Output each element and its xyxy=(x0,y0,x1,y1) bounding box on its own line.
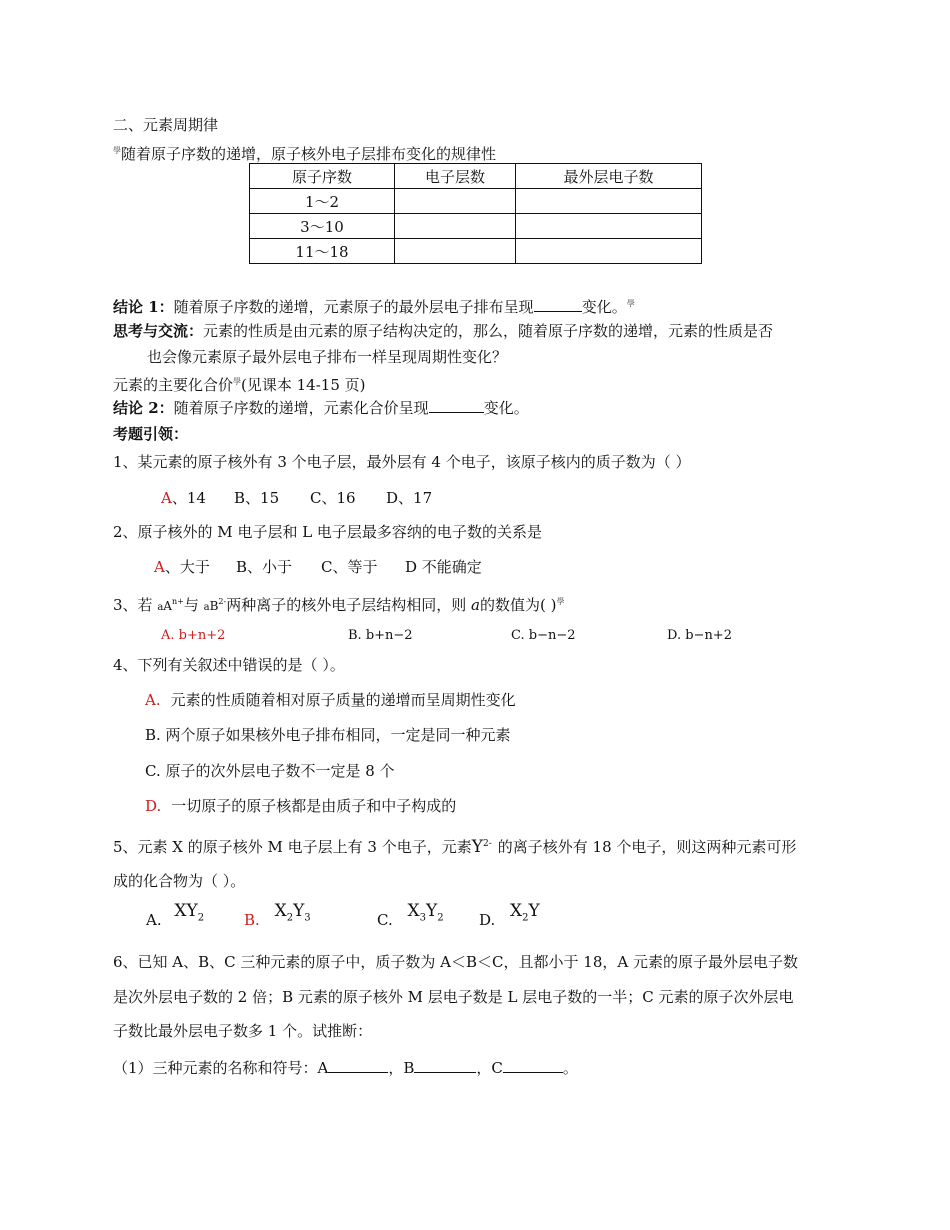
table-cell xyxy=(395,239,516,264)
formula-sub: 3 xyxy=(304,912,311,924)
conclusion-1-tail: 变化。 xyxy=(581,298,627,316)
table-cell xyxy=(516,189,702,214)
formula-sub: 2 xyxy=(286,912,294,924)
think-text-1: 元素的性质是由元素的原子结构决定的，那么，随着原子序数的递增，元素的性质是否 xyxy=(203,322,774,340)
valence-ref: (见课本 14-15 页) xyxy=(241,376,366,394)
q3-tail: 的数值为( ) xyxy=(479,596,557,614)
q2-option-a[interactable] xyxy=(154,557,210,577)
q5-ion-charge: 2- xyxy=(482,839,492,849)
table-cell xyxy=(516,214,702,239)
answer-blank-a[interactable] xyxy=(328,1058,388,1073)
q4-option-c[interactable]: C. 原子的次外层电子数不一定是 8 个 xyxy=(145,762,395,780)
q4-option-d-letter: D. xyxy=(145,797,162,815)
q3-and: 与 xyxy=(183,596,199,614)
conclusion-2-text: 随着原子序数的递增，元素化合价呈现 xyxy=(173,399,429,417)
intro-text: 随着原子序数的递增，原子核外电子层排布变化的规律性 xyxy=(121,145,497,163)
q6-line-2: 是次外层电子数的 2 倍；B 元素的原子核外 M 层电子数是 L 层电子数的一半；C 元素的原子次外层电 xyxy=(113,988,794,1006)
formula-part: X xyxy=(274,901,287,921)
section-intro xyxy=(113,141,496,164)
table-row xyxy=(250,239,702,264)
q1-option-d[interactable]: D、17 xyxy=(386,489,433,507)
q1-option-a-text: 、14 xyxy=(171,489,206,507)
q5-option-d[interactable] xyxy=(479,901,540,937)
q6-sub-1-c: ，C xyxy=(476,1059,503,1077)
q1-stem: 1、某元素的原子核外有 3 个电子层，最外层有 4 个电子，该原子核内的质子数为（ ） xyxy=(113,453,691,471)
conclusion-2 xyxy=(113,398,529,418)
formula-sub: 3 xyxy=(419,912,426,924)
formula-sub: 2 xyxy=(522,912,529,924)
q2-option-b[interactable]: B、小于 xyxy=(236,558,293,576)
q4-stem: 4、下列有关叙述中错误的是（ ）。 xyxy=(113,656,345,674)
q5-option-a[interactable] xyxy=(146,901,205,937)
table-header-row xyxy=(250,164,702,189)
q3-option-a[interactable]: A. b+n+2 xyxy=(161,628,226,643)
table-cell xyxy=(395,189,516,214)
q5-option-c[interactable] xyxy=(377,901,444,937)
q4-option-d[interactable] xyxy=(145,796,456,816)
conclusion-2-label: 结论 2： xyxy=(113,399,174,417)
think-line-2: 也会像元素原子最外层电子排布一样呈现周期性变化？ xyxy=(147,348,508,366)
q3-symbol-b: a xyxy=(203,602,210,613)
q6-line-1: 6、已知 A、B、C 三种元素的原子中，质子数为 A＜B＜C，且都小于 18，A 元素的原子最外层电子数 xyxy=(113,953,798,971)
q6-sub-1 xyxy=(113,1058,578,1078)
q5-option-c-formula xyxy=(407,901,444,924)
formula-sub: 2 xyxy=(197,912,205,924)
section-title: 二、元素周期律 xyxy=(113,116,219,134)
valence-text: 元素的主要化合价 xyxy=(113,376,234,394)
formula-part: Y xyxy=(528,901,540,921)
q3-ion-b: B xyxy=(209,599,219,613)
think-label: 思考与交流： xyxy=(113,322,204,340)
q5-ion: Y xyxy=(471,837,483,857)
q2-option-a-text: 、大于 xyxy=(164,558,210,576)
formula-part: XY xyxy=(174,901,198,921)
q1-option-a-letter: A xyxy=(161,489,172,507)
q3-ion-a-charge: n+ xyxy=(171,597,184,606)
q3-var-a: a xyxy=(471,596,480,614)
think-line-1 xyxy=(113,321,773,341)
q2-option-a-letter: A xyxy=(154,558,165,576)
q5-option-d-formula xyxy=(510,901,540,924)
q4-option-b[interactable]: B. 两个原子如果核外电子排布相同，一定是同一种元素 xyxy=(145,726,511,744)
table-row xyxy=(250,189,702,214)
q3-mid: 两种离子的核外电子层结构相同，则 xyxy=(226,596,467,614)
table-header: 最外层电子数 xyxy=(516,164,702,189)
formula-part: X xyxy=(407,901,420,921)
q5-option-a-label: A. xyxy=(146,911,162,929)
q3-option-d[interactable]: D. b−n+2 xyxy=(667,628,732,643)
q3-stem xyxy=(113,592,564,618)
q5-stem-a: 5、元素 X 的原子核外 M 电子层上有 3 个电子，元素 xyxy=(113,838,472,856)
q5-option-b-formula xyxy=(274,901,311,924)
q5-stem-b: 的离子核外有 18 个电子，则这两种元素可形 xyxy=(497,838,797,856)
q4-option-d-text: 一切原子的原子核都是由质子和中子构成的 xyxy=(171,797,457,815)
q6-sub-1-a: （1）三种元素的名称和符号：A xyxy=(113,1059,329,1077)
formula-part: Y xyxy=(293,901,305,921)
watermark-mark: 學 xyxy=(626,299,635,308)
conclusion-1 xyxy=(113,294,635,317)
q3-ion-b-charge: 2- xyxy=(218,597,227,606)
q2-stem: 2、原子核外的 M 电子层和 L 电子层最多容纳的电子数的关系是 xyxy=(113,523,542,541)
electron-layer-table xyxy=(249,163,702,264)
q5-option-c-label: C. xyxy=(377,911,393,929)
q4-option-a[interactable] xyxy=(145,690,516,710)
q3-option-c[interactable]: C. b−n−2 xyxy=(511,628,576,643)
q1-option-c[interactable]: C、16 xyxy=(310,489,356,507)
q5-option-b[interactable] xyxy=(244,901,311,937)
guide-heading: 考题引领： xyxy=(113,425,189,443)
q3-ion-a: A xyxy=(163,599,172,613)
table-row xyxy=(250,214,702,239)
table-cell xyxy=(395,214,516,239)
q6-line-3: 子数比最外层电子数多 1 个。试推断： xyxy=(113,1022,373,1040)
table-cell xyxy=(516,239,702,264)
q5-option-d-label: D. xyxy=(479,911,496,929)
table-cell: 3～10 xyxy=(250,214,395,239)
q3-symbol-a: a xyxy=(157,602,164,613)
q5-stem-line-2: 成的化合物为（ ）。 xyxy=(113,872,246,890)
answer-blank-b[interactable] xyxy=(414,1058,476,1073)
q5-option-b-label: B. xyxy=(244,911,260,929)
q3-option-b[interactable]: B. b+n−2 xyxy=(348,628,413,643)
q6-sub-1-b: ，B xyxy=(388,1059,415,1077)
answer-blank[interactable] xyxy=(429,398,484,413)
answer-blank[interactable] xyxy=(534,297,582,312)
conclusion-1-label: 结论 1： xyxy=(113,298,174,316)
table-cell: 11～18 xyxy=(250,239,395,264)
watermark-mark: 學 xyxy=(113,146,121,155)
q2-option-c[interactable]: C、等于 xyxy=(321,558,378,576)
table-header: 原子序数 xyxy=(250,164,395,189)
watermark-mark: 學 xyxy=(556,597,565,606)
q2-option-d[interactable]: D 不能确定 xyxy=(405,558,482,576)
table-header: 电子层数 xyxy=(395,164,516,189)
q3-prefix: 3、若 xyxy=(113,596,153,614)
watermark-mark: 學 xyxy=(233,377,242,386)
formula-part: X xyxy=(510,901,523,921)
formula-part: Y xyxy=(425,901,438,921)
q5-option-a-formula xyxy=(174,901,205,924)
answer-blank-c[interactable] xyxy=(503,1058,563,1073)
conclusion-1-text: 随着原子序数的递增，元素原子的最外层电子排布呈现 xyxy=(173,298,534,316)
table-cell: 1～2 xyxy=(250,189,395,214)
q1-option-b[interactable]: B、15 xyxy=(234,489,280,507)
q4-option-a-text: 元素的性质随着相对原子质量的递增而呈周期性变化 xyxy=(170,691,516,709)
q1-option-a[interactable] xyxy=(161,488,206,508)
q5-stem-line-1 xyxy=(113,834,796,857)
conclusion-2-tail: 变化。 xyxy=(483,399,529,417)
valence-line xyxy=(113,372,366,395)
q6-sub-1-d: 。 xyxy=(562,1059,578,1077)
formula-sub: 2 xyxy=(437,912,444,924)
q4-option-a-letter: A. xyxy=(145,691,161,709)
